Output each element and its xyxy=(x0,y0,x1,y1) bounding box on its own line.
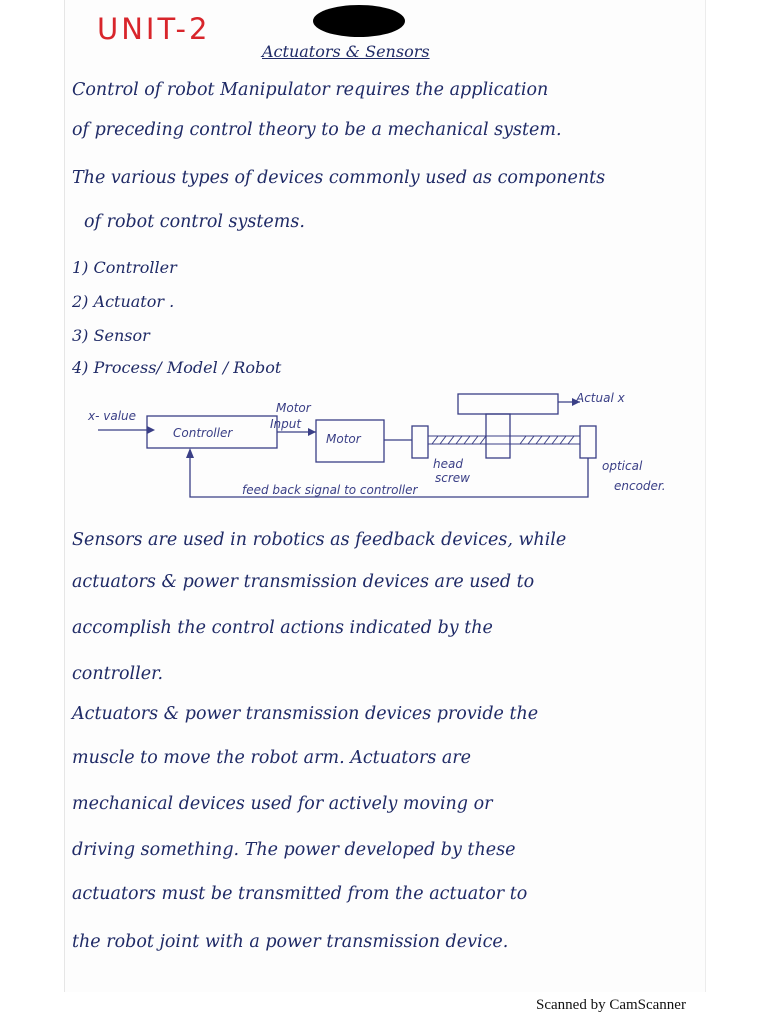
page-title: Actuators & Sensors xyxy=(262,42,430,61)
encoder-label-1: optical xyxy=(602,459,643,473)
body-line-6: muscle to move the robot arm. Actuators are xyxy=(72,748,472,768)
feedback-arrowhead xyxy=(186,448,194,458)
list-item-controller: 1) Controller xyxy=(72,258,177,277)
controller-block-label: Controller xyxy=(173,426,233,440)
carriage-table xyxy=(458,394,558,414)
intro-line-3: The various types of devices commonly used as components xyxy=(72,168,606,188)
intro-line-1: Control of robot Manipulator requires the application xyxy=(72,80,549,100)
list-item-process: 4) Process/ Model / Robot xyxy=(72,358,282,377)
motor-block-label: Motor xyxy=(326,432,361,446)
input-arrowhead xyxy=(147,426,155,434)
lead-screw-label-1: head xyxy=(433,457,463,471)
unit-heading: UNIT-2 xyxy=(97,12,211,46)
intro-line-4: of robot control systems. xyxy=(84,212,305,232)
intro-line-2: of preceding control theory to be a mechanical system. xyxy=(72,120,562,140)
shaft-coupling xyxy=(412,426,428,458)
body-line-1: Sensors are used in robotics as feedback devices, while xyxy=(72,530,567,550)
redaction-mark xyxy=(313,5,405,37)
body-line-3: accomplish the control actions indicated by the xyxy=(72,618,493,638)
lead-screw-label-2: screw xyxy=(435,471,470,485)
motor-input-label-2: Input xyxy=(270,417,302,431)
body-line-7: mechanical devices used for actively moving or xyxy=(72,794,493,814)
input-value-label: x- value xyxy=(88,409,137,423)
control-loop-diagram xyxy=(80,390,700,505)
body-line-10: the robot joint with a power transmission device. xyxy=(72,932,509,952)
list-item-sensor: 3) Sensor xyxy=(72,326,150,345)
body-line-4: controller. xyxy=(72,664,164,684)
control-loop-svg xyxy=(80,390,700,505)
body-line-2: actuators & power transmission devices are used to xyxy=(72,572,535,592)
feedback-label: feed back signal to controller xyxy=(242,483,418,497)
motor-input-label-1: Motor xyxy=(276,401,311,415)
scanner-watermark: Scanned by CamScanner xyxy=(536,997,686,1013)
list-item-actuator: 2) Actuator . xyxy=(72,292,175,311)
encoder-label-2: encoder. xyxy=(614,479,666,493)
body-line-8: driving something. The power developed by these xyxy=(72,840,516,860)
screw-thread xyxy=(432,436,574,444)
motor-input-arrowhead xyxy=(308,428,316,436)
body-line-5: Actuators & power transmission devices provide the xyxy=(72,704,539,724)
actual-position-label: Actual x xyxy=(576,391,625,405)
body-line-9: actuators must be transmitted from the actuator to xyxy=(72,884,528,904)
optical-encoder-block xyxy=(580,426,596,458)
